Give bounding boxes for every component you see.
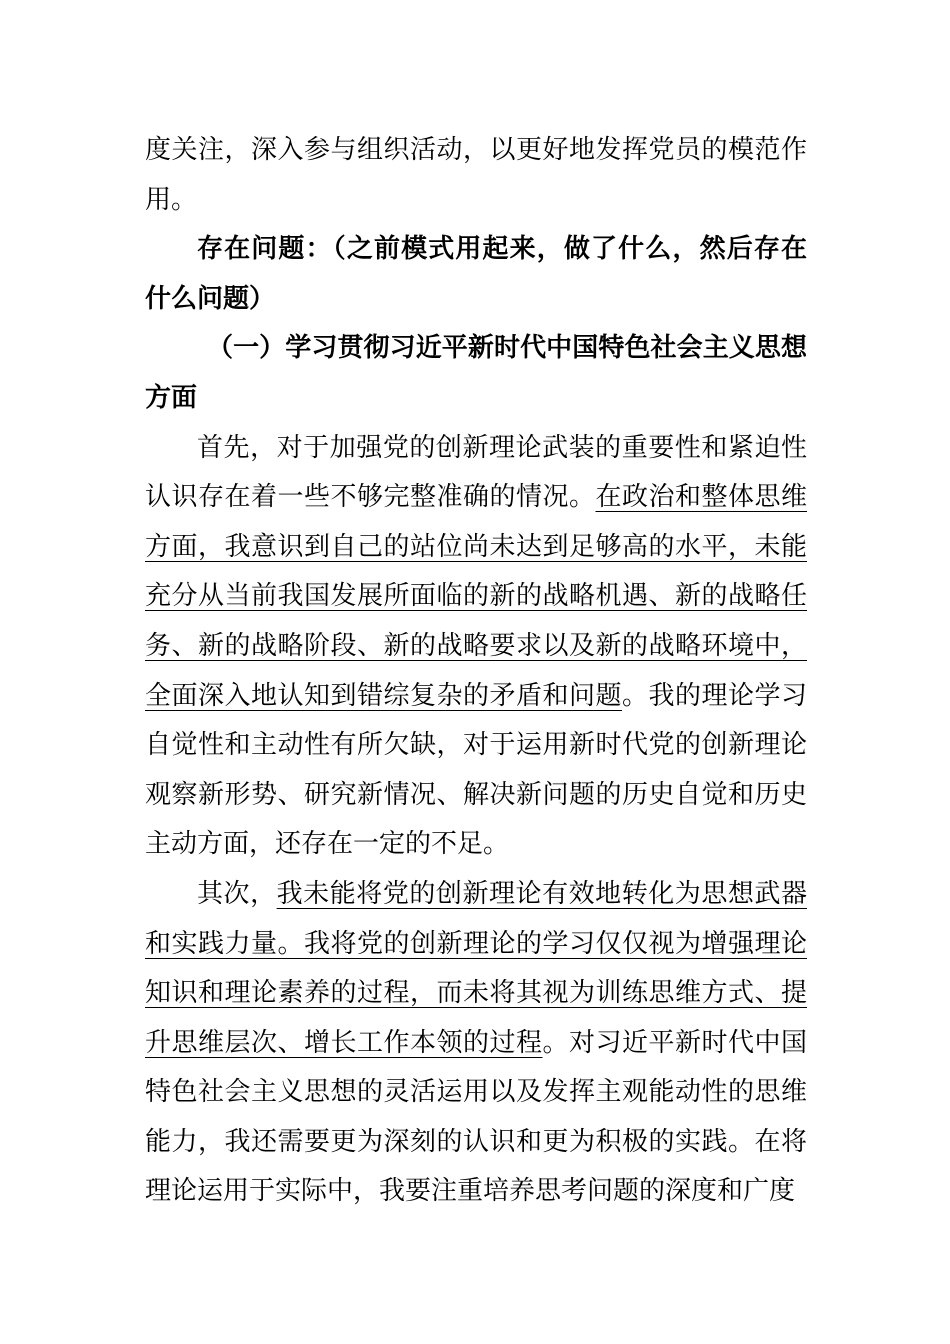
intro-paragraph: 度关注，深入参与组织活动，以更好地发挥党员的模范作用。 — [145, 135, 807, 215]
document-page — [145, 126, 807, 1217]
first-paragraph-lead: 首先，对于加强党的创新理论武装的重要性和紧迫性认识存在着一些不够完整准确的情况。 — [145, 432, 807, 513]
section-1-heading: （一）学习贯彻习近平新时代中国特色社会主义思想方面 — [145, 333, 807, 413]
first-paragraph-rest: 。我的理论学习自觉性和主动性有所欠缺，对于运用新时代党的创新理论观察新形势、研究新情况、解决新问题的历史自觉和历史主动方面，还存在一定的不足。 — [145, 680, 807, 860]
first-paragraph-underlined: 在政治和整体思维方面，我意识到自己的站位尚未达到足够高的水平，未能充分从当前我国发展所面临的新的战略机遇、新的战略任务、新的战略阶段、新的战略要求以及新的战略环境中，全面深入地认知到错综复杂的矛盾和问题 — [145, 482, 807, 711]
second-paragraph — [145, 870, 807, 1217]
second-paragraph-rest: 。对习近平新时代中国特色社会主义思想的灵活运用以及发挥主观能动性的思维能力，我还需要更为深刻的认识和更为积极的实践。在将理论运用于实际中，我要注重培养思考问题的深度和广度 — [145, 1027, 807, 1207]
second-paragraph-underlined: 我未能将党的创新理论有效地转化为思想武器和实践力量。我将党的创新理论的学习仅仅视为增强理论知识和理论素养的过程，而未将其视为训练思维方式、提升思维层次、增长工作本领的过程 — [145, 878, 807, 1058]
problems-heading: 存在问题：（之前模式用起来，做了什么，然后存在什么问题） — [145, 234, 807, 314]
first-paragraph — [145, 424, 807, 870]
second-paragraph-lead: 其次， — [197, 878, 277, 909]
